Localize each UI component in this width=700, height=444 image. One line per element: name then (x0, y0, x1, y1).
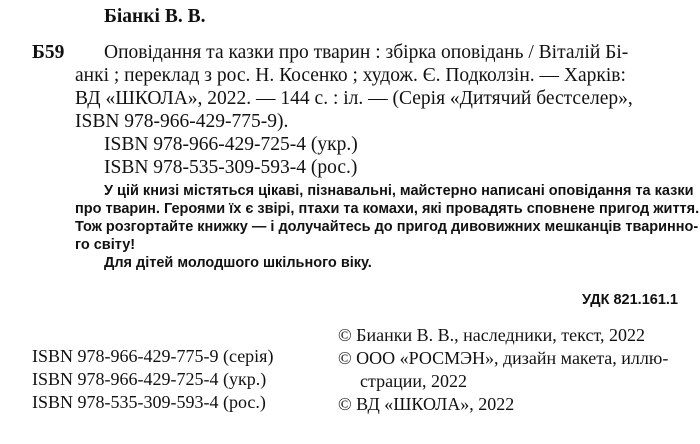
udk-code: УДК 821.161.1 (582, 292, 678, 308)
copyright-line: © ВД «ШКОЛА», 2022 (338, 394, 515, 414)
annotation-line: У цій книзі містяться цікаві, пізнавальні, майстерно написані оповідання та казки (104, 183, 694, 199)
catalog-description-line: ISBN 978-966-429-775-9). (75, 111, 289, 132)
author-heading: Біанкі В. В. (104, 6, 206, 27)
catalog-code: Б59 (32, 42, 65, 63)
catalog-description-line: ВД «ШКОЛА», 2022. — 144 с. : іл. — (Серія «Дитячий бестселер», (75, 88, 633, 109)
copyright-line: © ООО «РОСМЭН», дизайн макета, иллю- (338, 348, 669, 368)
catalog-description-line: Оповідання та казки про тварин : збірка оповідань / Віталій Бі- (104, 42, 629, 63)
catalog-isbn-line: ISBN 978-966-429-725-4 (укр.) (104, 134, 358, 155)
annotation-line: го світу! (75, 237, 136, 253)
copyright-line: страции, 2022 (360, 371, 467, 391)
catalog-isbn-line: ISBN 978-535-309-593-4 (рос.) (104, 157, 358, 178)
isbn-line: ISBN 978-535-309-593-4 (рос.) (32, 392, 266, 412)
copyright-line: © Бианки В. В., наследники, текст, 2022 (338, 325, 645, 345)
isbn-line: ISBN 978-966-429-775-9 (серія) (32, 346, 274, 366)
audience-note: Для дітей молодшого шкільного віку. (104, 255, 372, 271)
isbn-line: ISBN 978-966-429-725-4 (укр.) (32, 369, 267, 389)
annotation-line: Тож розгортайте книжку — і долучайтесь до пригод дивовижних мешканців тваринно- (75, 219, 699, 235)
annotation-line: про тварин. Героями їх є звірі, птахи та комахи, які провадять сповнене пригод життя. (75, 201, 700, 217)
catalog-description-line: анкі ; переклад з рос. Н. Косенко ; худож. Є. Подколзін. — Харків: (75, 65, 626, 86)
